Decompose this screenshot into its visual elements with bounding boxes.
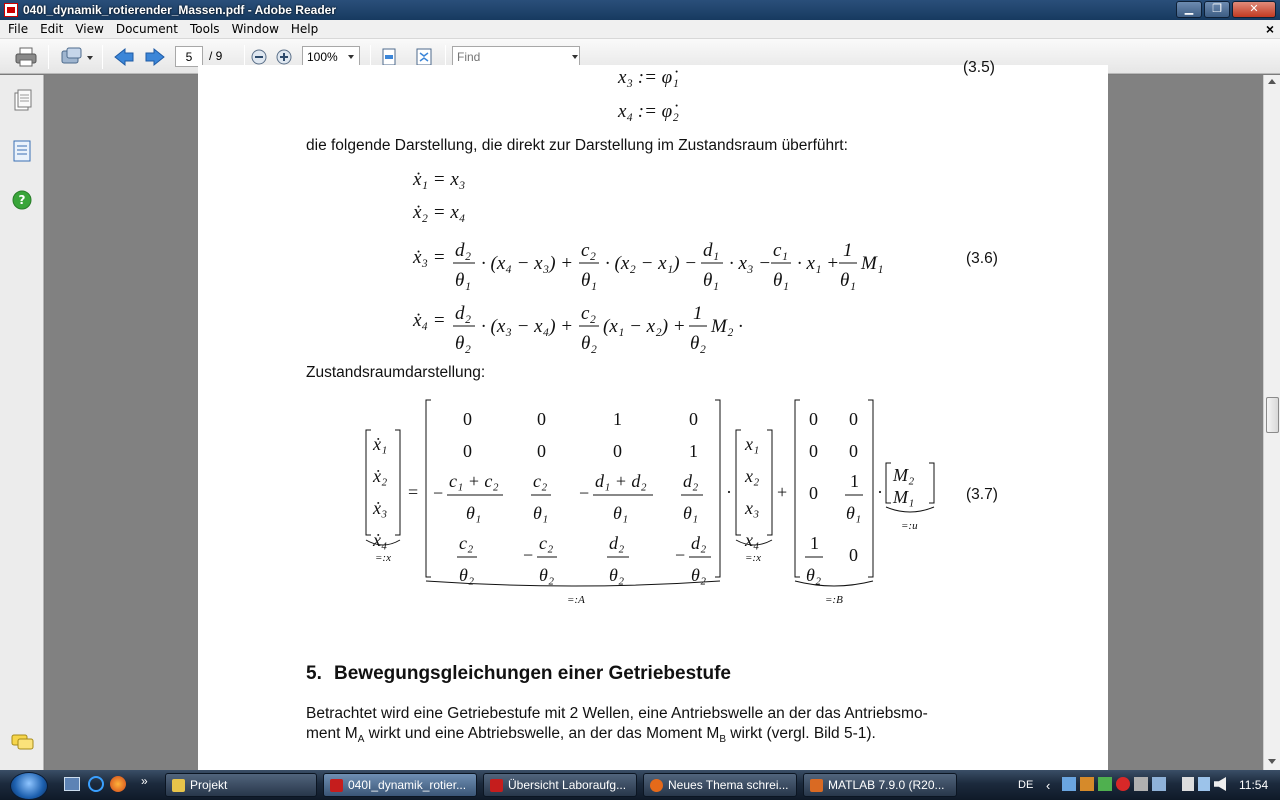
svg-text:=:x: =:x <box>375 552 391 564</box>
paragraph-gear-line1: Betrachtet wird eine Getriebestufe mit 2 Wellen, eine Antriebswelle an der das Antriebsmo- <box>306 705 928 722</box>
svg-text:?: ? <box>18 193 26 207</box>
svg-text:0: 0 <box>809 441 818 461</box>
window-controls <box>1176 1 1276 18</box>
fit-width-icon <box>379 47 399 67</box>
svg-text:=:A: =:A <box>567 594 585 606</box>
quicklaunch-chevron-icon[interactable]: » <box>141 774 148 788</box>
svg-text:−: − <box>523 545 534 565</box>
previous-page-button[interactable] <box>112 46 136 68</box>
svg-text:ẋ₁: ẋ₁ <box>373 434 388 454</box>
text-segment: wirkt (vergl. Bild 5-1). <box>725 725 876 742</box>
svg-text:x₃: x₃ <box>745 498 760 518</box>
fit-page-icon <box>414 47 434 67</box>
svg-text:0: 0 <box>463 409 472 429</box>
svg-text:1: 1 <box>613 409 622 429</box>
svg-text:d₂: d₂ <box>609 533 625 553</box>
svg-text:θ₁: θ₁ <box>466 503 482 523</box>
svg-text:0: 0 <box>537 409 546 429</box>
start-button[interactable] <box>10 772 48 800</box>
folder-icon <box>172 779 185 792</box>
pages-panel-button[interactable] <box>11 89 33 111</box>
paragraph-intro: die folgende Darstellung, die direkt zur Darstellung im Zustandsraum überführt: <box>306 137 848 154</box>
svg-text:θ₂: θ₂ <box>539 565 555 585</box>
comments-panel-button[interactable] <box>11 733 33 755</box>
svg-text:· (x₄ − x₃) +: · (x₄ − x₃) + <box>481 253 574 274</box>
pdf-icon <box>330 779 343 792</box>
svg-text:·: · <box>877 482 883 502</box>
find-input[interactable] <box>452 46 580 67</box>
document-viewport <box>45 59 1263 770</box>
svg-text:=: = <box>408 482 419 502</box>
battery-icon[interactable] <box>1182 777 1194 791</box>
svg-text:θ₁: θ₁ <box>773 270 789 291</box>
svg-text:0: 0 <box>613 441 622 461</box>
svg-text:· x₃ −: · x₃ − <box>729 253 772 274</box>
svg-text:x₁: x₁ <box>745 434 760 454</box>
menu-document[interactable]: Document <box>115 22 178 36</box>
toolbar-separator <box>48 45 49 69</box>
svg-text:1: 1 <box>843 240 853 261</box>
svg-text:c₂: c₂ <box>539 533 554 553</box>
paragraph-gear-line2 <box>306 725 876 745</box>
svg-text:0: 0 <box>849 545 858 565</box>
language-indicator[interactable]: DE <box>1018 779 1034 791</box>
svg-text:θ₁: θ₁ <box>840 270 856 291</box>
navigation-pane <box>0 75 44 770</box>
pdf-page <box>198 59 1108 785</box>
help-panel-button[interactable] <box>11 189 33 211</box>
zoom-dropdown-arrow-icon[interactable] <box>348 55 354 59</box>
svg-text:d₂: d₂ <box>683 471 699 491</box>
network-status-icon[interactable] <box>1198 777 1210 791</box>
svg-text:1: 1 <box>810 533 819 553</box>
matlab-icon <box>810 779 823 792</box>
equation-xdot1: ẋ₁ = x₃ <box>413 169 466 190</box>
equation-xdot3-lead: ẋ₃ = <box>413 247 446 268</box>
share-icon <box>59 46 93 68</box>
taskbar-item-projekt[interactable] <box>165 773 317 797</box>
task-label: MATLAB 7.9.0 (R20... <box>828 778 945 792</box>
restore-button[interactable]: ❐ <box>1204 1 1230 18</box>
svg-text:M₂: M₂ <box>893 465 915 485</box>
svg-text:θ₁: θ₁ <box>533 503 549 523</box>
equation-xdot3-body <box>453 231 913 293</box>
menu-bar <box>0 20 1280 39</box>
svg-text:d₂: d₂ <box>455 303 472 324</box>
svg-text:0: 0 <box>689 409 698 429</box>
svg-text:· x₁ +: · x₁ + <box>797 253 840 274</box>
volume-icon[interactable] <box>1214 777 1226 791</box>
scroll-up-arrow-icon[interactable] <box>1268 79 1276 84</box>
menu-file[interactable]: File <box>8 22 29 36</box>
close-window-button[interactable]: ✕ <box>1232 1 1276 18</box>
taskbar-item-uebersicht[interactable] <box>483 773 637 797</box>
task-label: Übersicht Laboraufg... <box>508 778 627 792</box>
printer-icon <box>14 46 38 68</box>
paragraph-state-space: Zustandsraumdarstellung: <box>306 364 486 381</box>
task-label: Projekt <box>190 778 228 792</box>
equation-xdot4-lead: ẋ₄ = <box>413 310 446 331</box>
internet-explorer-icon[interactable] <box>88 776 104 792</box>
taskbar-item-matlab[interactable] <box>803 773 957 797</box>
toolbar-separator <box>102 45 103 69</box>
zoom-out-icon <box>251 49 267 65</box>
pdf-icon <box>490 779 503 792</box>
svg-text:d₁: d₁ <box>703 240 720 261</box>
svg-text:c₁: c₁ <box>773 240 789 261</box>
svg-text:θ₁: θ₁ <box>683 503 699 523</box>
menu-window[interactable]: Window <box>231 22 279 36</box>
scroll-down-arrow-icon[interactable] <box>1268 759 1276 764</box>
arrow-right-icon <box>144 47 166 67</box>
svg-text:x₄: x₄ <box>745 530 760 550</box>
menu-edit[interactable]: Edit <box>40 22 64 36</box>
zoom-in-icon <box>276 49 292 65</box>
subscript: B <box>719 734 726 746</box>
find-dropdown-arrow-icon[interactable] <box>572 55 578 59</box>
menu-tools[interactable]: Tools <box>190 22 220 36</box>
svg-text:θ₁: θ₁ <box>581 270 597 291</box>
svg-text:0: 0 <box>849 409 858 429</box>
svg-text:−: − <box>579 483 590 503</box>
close-document-button[interactable]: × <box>1265 21 1274 37</box>
tray-expand-chevron-icon[interactable]: ‹ <box>1046 777 1051 793</box>
taskbar-item-firefox[interactable] <box>643 773 797 797</box>
svg-text:·: · <box>726 482 732 502</box>
page-total-label: / 9 <box>209 49 223 63</box>
show-desktop-icon[interactable] <box>64 777 80 791</box>
svg-text:=:u: =:u <box>901 520 918 532</box>
system-status-icons <box>1182 777 1232 793</box>
system-clock[interactable]: 11:54 <box>1239 778 1269 792</box>
svg-text:θ₂: θ₂ <box>806 565 822 585</box>
menu-view[interactable]: View <box>75 22 104 36</box>
state-space-matrix-equation <box>363 395 943 613</box>
equation-text: x₃ := φ̇₁ <box>618 67 679 88</box>
arrow-left-icon <box>113 47 135 67</box>
comments-icon <box>11 733 35 753</box>
title-bar <box>0 0 1280 20</box>
pages-icon <box>11 89 33 113</box>
attachments-icon <box>11 139 33 163</box>
svg-text:θ₂: θ₂ <box>459 565 475 585</box>
section-heading-title: Bewegungsgleichungen einer Getriebestufe <box>334 663 731 684</box>
firefox-icon[interactable] <box>110 776 126 792</box>
svg-text:d₁ + d₂: d₁ + d₂ <box>595 471 647 491</box>
equation-x4-definition <box>618 101 679 123</box>
menu-help[interactable]: Help <box>290 22 319 36</box>
svg-text:0: 0 <box>463 441 472 461</box>
svg-text:θ₂: θ₂ <box>690 333 706 354</box>
svg-text:c₂: c₂ <box>459 533 474 553</box>
svg-text:c₂: c₂ <box>533 471 548 491</box>
scrollbar-thumb[interactable] <box>1266 397 1279 433</box>
network-tray-icon[interactable] <box>1062 777 1076 791</box>
equation-number-top: (3.5) <box>963 59 995 76</box>
equation-x3-definition <box>618 67 679 89</box>
tray-app-icon[interactable] <box>1098 777 1112 791</box>
system-tray-icons <box>1062 777 1172 793</box>
svg-text:M₁: M₁ <box>893 487 915 507</box>
svg-text:0: 0 <box>849 441 858 461</box>
page-number-input[interactable] <box>175 46 203 67</box>
svg-text:=:x: =:x <box>745 552 761 564</box>
firefox-icon <box>650 779 663 792</box>
svg-text:1: 1 <box>693 303 703 324</box>
svg-text:1: 1 <box>689 441 698 461</box>
svg-text:ẋ₃: ẋ₃ <box>373 498 388 518</box>
help-icon <box>11 189 33 211</box>
svg-text:1: 1 <box>850 471 859 491</box>
svg-text:c₁ + c₂: c₁ + c₂ <box>449 471 499 491</box>
subscript: A <box>357 734 365 746</box>
svg-text:(x₁ − x₂) +: (x₁ − x₂) + <box>603 316 686 337</box>
text-segment: ment M <box>306 725 358 742</box>
svg-text:d₂: d₂ <box>455 240 472 261</box>
task-label: 040I_dynamik_rotier... <box>348 778 467 792</box>
svg-text:θ₁: θ₁ <box>846 503 862 523</box>
section-heading-number: 5. <box>306 663 322 684</box>
svg-text:=:B: =:B <box>825 594 843 606</box>
equation-xdot2: ẋ₂ = x₄ <box>413 202 466 223</box>
next-page-button[interactable] <box>143 46 167 68</box>
svg-text:θ₁: θ₁ <box>703 270 719 291</box>
svg-text:c₂: c₂ <box>581 303 597 324</box>
svg-text:−: − <box>675 545 686 565</box>
svg-text:0: 0 <box>809 409 818 429</box>
svg-text:+: + <box>777 482 788 502</box>
print-button[interactable] <box>12 46 40 68</box>
equation-text: x₄ := φ̇₂ <box>618 101 679 122</box>
equation-xdot4-body <box>453 294 773 356</box>
taskbar-item-adobe-reader[interactable] <box>323 773 477 797</box>
window-title: 040I_dynamik_rotierender_Massen.pdf - Adobe Reader <box>23 3 336 17</box>
svg-text:θ₂: θ₂ <box>581 333 597 354</box>
attachments-panel-button[interactable] <box>11 139 33 161</box>
svg-text:θ₂: θ₂ <box>691 565 707 585</box>
svg-text:θ₁: θ₁ <box>613 503 629 523</box>
task-label: Neues Thema schrei... <box>668 778 789 792</box>
tray-app-icon[interactable] <box>1080 777 1094 791</box>
svg-text:x₂: x₂ <box>745 466 760 486</box>
svg-text:−: − <box>433 483 444 503</box>
svg-text:ẋ₂: ẋ₂ <box>373 466 388 486</box>
tray-app-icon[interactable] <box>1152 777 1166 791</box>
svg-text:ẋ₄: ẋ₄ <box>373 530 388 550</box>
svg-text:0: 0 <box>809 483 818 503</box>
minimize-button[interactable]: ▁ <box>1176 1 1202 18</box>
svg-text:θ₁: θ₁ <box>455 270 471 291</box>
svg-text:c₂: c₂ <box>581 240 597 261</box>
vertical-scrollbar[interactable] <box>1263 75 1280 770</box>
equation-number-3-6: (3.6) <box>966 250 998 267</box>
text-segment: wirkt und eine Abtriebswelle, an der das Moment M <box>364 725 720 742</box>
svg-text:0: 0 <box>537 441 546 461</box>
svg-text:θ₂: θ₂ <box>455 333 471 354</box>
svg-text:d₂: d₂ <box>691 533 707 553</box>
svg-text:· (x₂ − x₁) −: · (x₂ − x₁) − <box>605 253 698 274</box>
equation-number-3-7: (3.7) <box>966 486 998 503</box>
tray-app-icon[interactable] <box>1134 777 1148 791</box>
svg-text:M₂ ·: M₂ · <box>711 316 743 337</box>
share-button[interactable] <box>58 46 94 68</box>
tray-app-icon[interactable] <box>1116 777 1130 791</box>
svg-text:· (x₃ − x₄) +: · (x₃ − x₄) + <box>481 316 574 337</box>
svg-text:θ₂: θ₂ <box>609 565 625 585</box>
svg-text:M₁: M₁ <box>861 253 884 274</box>
adobe-reader-app-icon <box>4 3 18 17</box>
